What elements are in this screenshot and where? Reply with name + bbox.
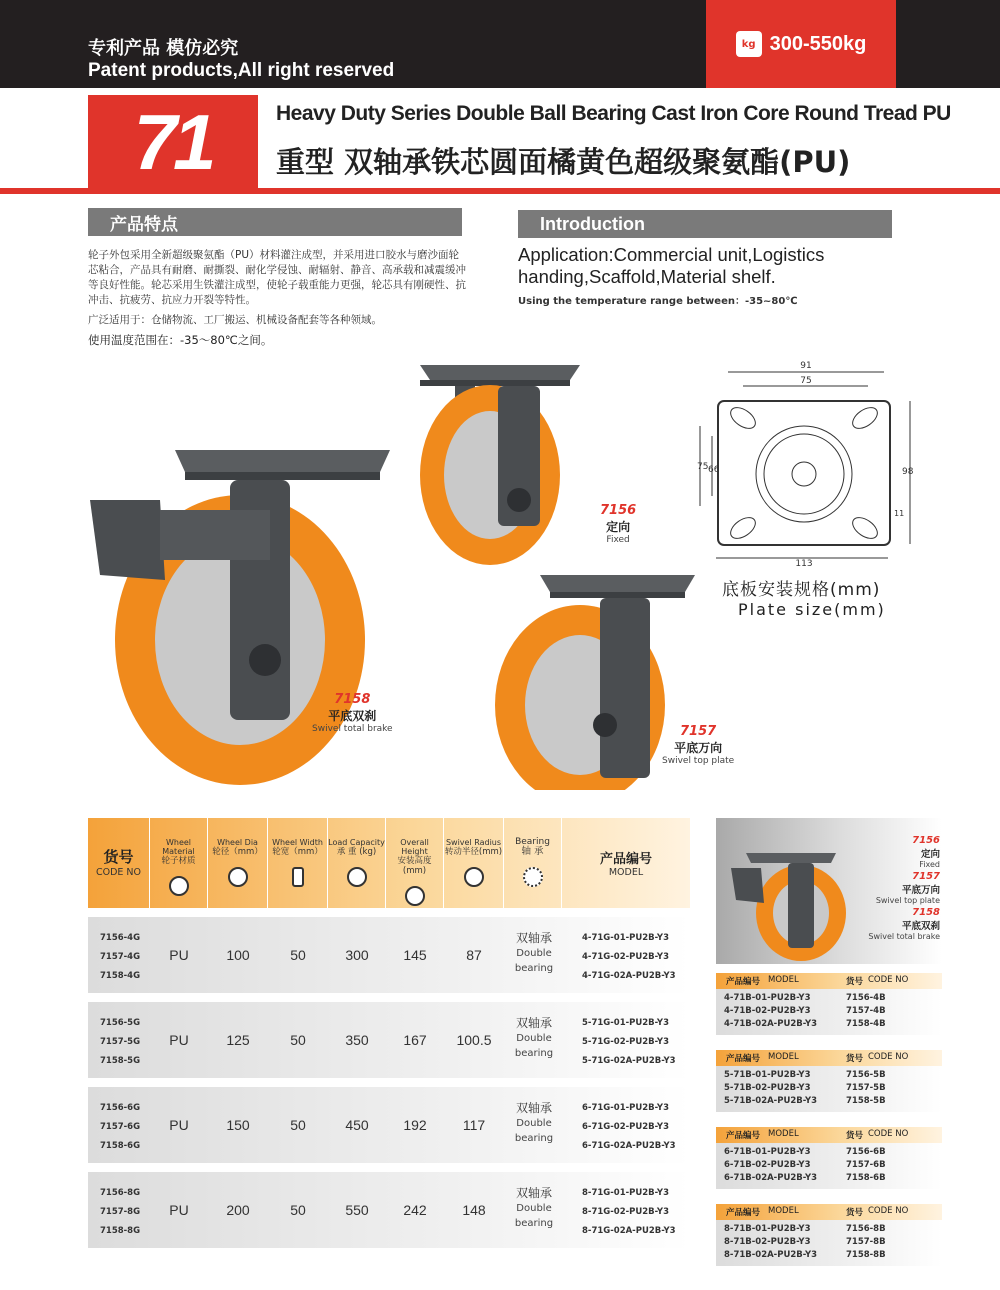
table-row: 7156-4G 7157-4G 7158-4G PU 100 50 300 145 87 双轴承 Double bearing 4-71G-01-PU2B-Y3 4-71G-02-PU2B-Y3 4-71G-02A-PU2B-Y3: [88, 917, 690, 993]
spec-table-header: [88, 818, 690, 908]
product-title-cn: 重型 双轴承铁芯圆面橘黄色超级聚氨酯(PU): [276, 145, 851, 179]
wheel-material-icon: [169, 876, 189, 896]
header-bearing: Bearing 轴 承: [504, 818, 562, 908]
brake-model-group: 产品编号 MODEL 货号 CODE NO 6-71B-01-PU2B-Y3 6-71B-02-PU2B-Y3 6-71B-02A-PU2B-Y3 7156-6B 7157-6B 7158-6B: [716, 1127, 942, 1189]
dim-91: 91: [800, 361, 812, 371]
variant-labels: 7156 定向 Fixed 7157 平底万向 Swivel top plate 7158 平底双刹 Swivel total brake: [868, 835, 940, 941]
brake-model-group: 产品编号 MODEL 货号 CODE NO 8-71B-01-PU2B-Y3 8-71B-02-PU2B-Y3 8-71B-02A-PU2B-Y3 7156-8B 7157-8B 7158-8B: [716, 1204, 942, 1266]
swivel-caster-label: 7157 平底万向 Swivel top plate: [662, 724, 735, 766]
plate-size-diagram: [688, 356, 920, 570]
product-title-en: Heavy Duty Series Double Ball Bearing Cast Iron Core Round Tread PU: [276, 102, 951, 125]
series-number: 71: [133, 98, 213, 186]
features-applications: 广泛适用于：仓储物流、工厂搬运、机械设备配套等各种领域。: [88, 314, 382, 326]
features-text: 轮子外包采用全新超级聚氨酯（PU）材料灌注成型，并采用进口胶水与磨沙面轮芯粘合，产品具有耐磨、耐撕裂、耐化学侵蚀、耐辐射、静音、高承载和减震缓冲等良好性能。轮芯采用生铁灌注成型，使轮子载重能力更强，轮芯具有刚硬性、抗冲击、抗疲劳、抗应力开裂等特性。: [88, 249, 466, 306]
dim-75-left: 75: [697, 462, 709, 472]
dim-75-top: 75: [800, 376, 812, 386]
load-capacity-badge: [706, 0, 896, 88]
table-row: 7156-6G 7157-6G 7158-6G PU 150 50 450 192 117 双轴承 Double bearing 6-71G-01-PU2B-Y3 6-71G-02-PU2B-Y3 6-71G-02A-PU2B-Y3: [88, 1087, 690, 1163]
header-code: 货号 CODE NO: [88, 818, 150, 908]
wheel-width-icon: [292, 867, 304, 887]
brake-caster-image: [90, 450, 390, 785]
header-model: 产品编号 MODEL: [599, 852, 652, 878]
brake-model-group: 产品编号 MODEL 货号 CODE NO 5-71B-01-PU2B-Y3 5-71B-02-PU2B-Y3 5-71B-02A-PU2B-Y3 7156-5B 7157-5B 7158-5B: [716, 1050, 942, 1112]
header-wheel-width: Wheel Width 轮宽（mm）: [268, 818, 328, 908]
brake-caster-thumbnail: [716, 818, 846, 964]
features-heading: 产品特点: [88, 208, 462, 236]
swivel-radius-icon: [464, 867, 484, 887]
patent-notice-cn: 专利产品 模仿必究: [88, 38, 239, 59]
plate-size-title-en: Plate size(mm): [738, 600, 886, 619]
fixed-caster-label: 7156 定向 Fixed: [600, 503, 637, 545]
patent-notice-en: Patent products,All right reserved: [88, 60, 395, 81]
introduction-heading: Introduction: [518, 210, 892, 238]
header-radius: Swivel Radius 转动半径(mm): [444, 818, 504, 908]
fixed-caster-image: [420, 365, 580, 565]
header-material: Wheel Material 轮子材质: [150, 818, 208, 908]
header-height: Overall Height 安装高度(mm): [386, 818, 444, 908]
bearing-icon: [523, 867, 543, 887]
brake-model-group: 产品编号 MODEL 货号 CODE NO 4-71B-01-PU2B-Y3 4-71B-02-PU2B-Y3 4-71B-02A-PU2B-Y3 7156-4B 7157-4B 7158-4B: [716, 973, 942, 1035]
caster-illustrations: [80, 350, 720, 790]
load-range: 300-550kg: [769, 32, 867, 55]
features-temperature: 使用温度范围在：-35～80℃之间。: [88, 333, 273, 347]
dim-113: 113: [795, 559, 813, 569]
header-load: Load Capacity 承 重 (kg): [328, 818, 386, 908]
header-wheel-dia: Wheel Dia 轮径（mm）: [208, 818, 268, 908]
dim-11: 11: [894, 509, 905, 518]
wheel-diameter-icon: [228, 867, 248, 887]
dim-66: 66: [708, 465, 720, 475]
application-text: Application:Commercial unit,Logistics handing,Scaffold,Material shelf.: [518, 244, 825, 287]
table-row: 7156-8G 7157-8G 7158-8G PU 200 50 550 242 148 双轴承 Double bearing 8-71G-01-PU2B-Y3 8-71G-02-PU2B-Y3 8-71G-02A-PU2B-Y3: [88, 1172, 690, 1248]
overall-height-icon: [405, 886, 425, 906]
series-number-box: [88, 95, 258, 190]
dim-98: 98: [902, 467, 914, 477]
load-capacity-icon: [347, 867, 367, 887]
brake-caster-label: 7158 平底双刹 Swivel total brake: [312, 692, 393, 734]
temperature-text: Using the temperature range between：-35~80℃: [518, 296, 798, 307]
kg-weight-icon: kg: [736, 31, 762, 57]
table-row: 7156-5G 7157-5G 7158-5G PU 125 50 350 167 100.5 双轴承 Double bearing 5-71G-01-PU2B-Y3 5-71G-02-PU2B-Y3 5-71G-02A-PU2B-Y3: [88, 1002, 690, 1078]
header-divider: [0, 188, 1000, 194]
plate-size-title-cn: 底板安装规格(mm): [722, 580, 881, 600]
